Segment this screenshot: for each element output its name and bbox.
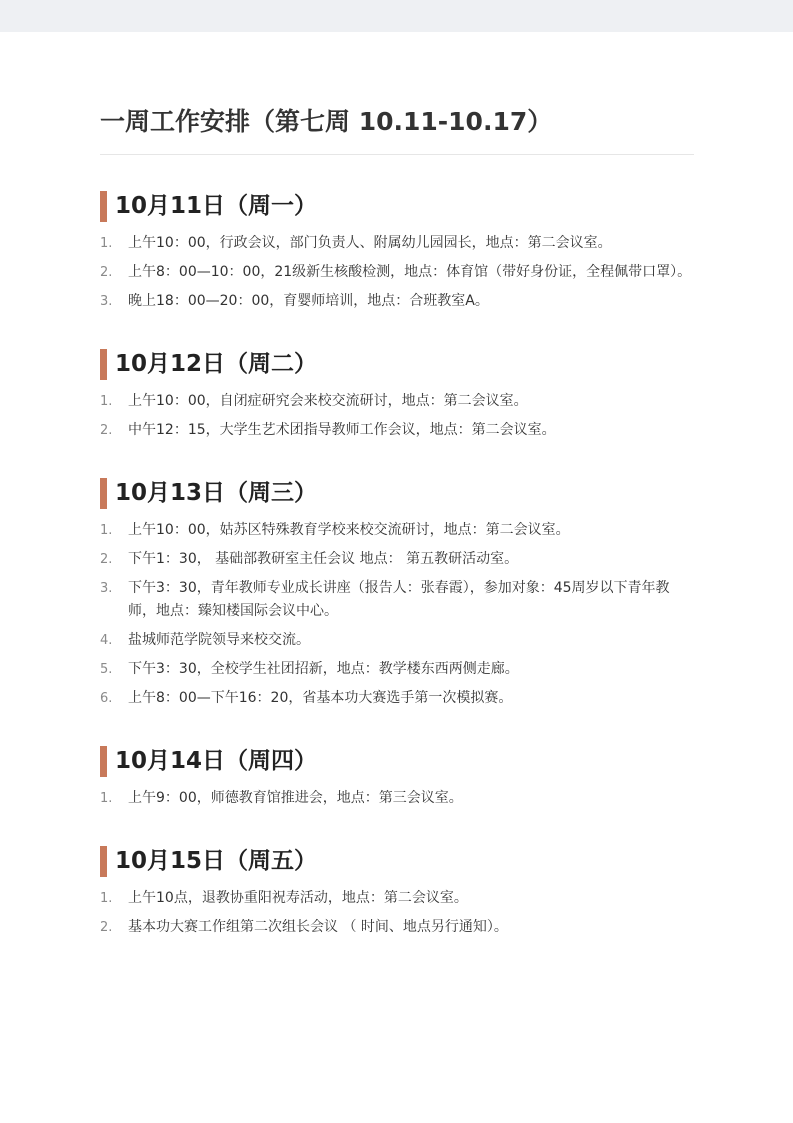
item-text: 上午10：00，姑苏区特殊教育学校来校交流研讨，地点：第二会议室。 <box>128 522 570 538</box>
item-text: 上午10点，退教协重阳祝寿活动，地点：第二会议室。 <box>128 890 468 906</box>
day-section-wednesday <box>100 478 694 710</box>
list-item <box>100 519 694 542</box>
item-list <box>100 232 694 313</box>
list-item <box>100 687 694 710</box>
item-text: 晚上18：00—20：00，育婴师培训，地点：合班教室A。 <box>128 293 489 309</box>
item-number: 2. <box>100 265 113 280</box>
item-text: 中午12：15，大学生艺术团指导教师工作会议，地点：第二会议室。 <box>128 422 556 438</box>
section-title: 10月13日（周三） <box>115 480 318 506</box>
section-title: 10月11日（周一） <box>115 193 318 219</box>
item-number: 3. <box>100 581 113 596</box>
section-heading <box>100 846 694 877</box>
accent-bar <box>100 846 107 877</box>
section-heading <box>100 191 694 222</box>
item-number: 1. <box>100 236 113 251</box>
item-number: 1. <box>100 791 113 806</box>
section-heading <box>100 349 694 380</box>
list-item <box>100 658 694 681</box>
item-number: 1. <box>100 523 113 538</box>
section-heading <box>100 746 694 777</box>
item-text: 基本功大赛工作组第二次组长会议 （ 时间、地点另行通知）。 <box>128 919 508 935</box>
item-number: 2. <box>100 423 113 438</box>
item-number: 6. <box>100 691 113 706</box>
item-text: 下午3：30，全校学生社团招新，地点：教学楼东西两侧走廊。 <box>128 661 519 677</box>
list-item <box>100 548 694 571</box>
item-number: 5. <box>100 662 113 677</box>
item-number: 1. <box>100 891 113 906</box>
day-section-monday <box>100 191 694 313</box>
section-title: 10月15日（周五） <box>115 848 318 874</box>
title-divider <box>100 154 694 155</box>
item-list <box>100 787 694 810</box>
accent-bar <box>100 191 107 222</box>
day-section-friday <box>100 846 694 939</box>
document-page <box>100 104 694 945</box>
list-item <box>100 629 694 652</box>
list-item <box>100 577 694 623</box>
item-text: 盐城师范学院领导来校交流。 <box>128 632 310 648</box>
item-list <box>100 390 694 442</box>
item-list <box>100 887 694 939</box>
accent-bar <box>100 746 107 777</box>
item-text: 上午8：00—10：00，21级新生核酸检测，地点：体育馆（带好身份证，全程佩带口罩）。 <box>128 264 692 280</box>
page-title: 一周工作安排（第七周 10.11-10.17） <box>100 107 553 136</box>
item-text: 上午8：00—下午16：20，省基本功大赛选手第一次模拟赛。 <box>128 690 513 706</box>
item-text: 上午10：00，自闭症研究会来校交流研讨，地点：第二会议室。 <box>128 393 528 409</box>
section-title: 10月12日（周二） <box>115 351 318 377</box>
item-text: 下午1：30， 基础部教研室主任会议 地点： 第五教研活动室。 <box>128 551 519 567</box>
accent-bar <box>100 478 107 509</box>
item-number: 2. <box>100 920 113 935</box>
item-text: 下午3：30，青年教师专业成长讲座（报告人：张春霞），参加对象：45周岁以下青年教师，地点：臻知楼国际会议中心。 <box>128 580 670 619</box>
item-list <box>100 519 694 710</box>
list-item <box>100 232 694 255</box>
item-text: 上午10：00，行政会议，部门负责人、附属幼儿园园长，地点：第二会议室。 <box>128 235 612 251</box>
list-item <box>100 390 694 413</box>
item-number: 2. <box>100 552 113 567</box>
item-number: 1. <box>100 394 113 409</box>
list-item <box>100 916 694 939</box>
list-item <box>100 887 694 910</box>
day-section-thursday <box>100 746 694 810</box>
section-title: 10月14日（周四） <box>115 748 318 774</box>
list-item <box>100 787 694 810</box>
top-bar <box>0 0 793 32</box>
day-section-tuesday <box>100 349 694 442</box>
section-heading <box>100 478 694 509</box>
item-text: 上午9：00，师德教育馆推进会，地点：第三会议室。 <box>128 790 463 806</box>
item-number: 3. <box>100 294 113 309</box>
list-item <box>100 290 694 313</box>
item-number: 4. <box>100 633 113 648</box>
list-item <box>100 261 694 284</box>
accent-bar <box>100 349 107 380</box>
list-item <box>100 419 694 442</box>
